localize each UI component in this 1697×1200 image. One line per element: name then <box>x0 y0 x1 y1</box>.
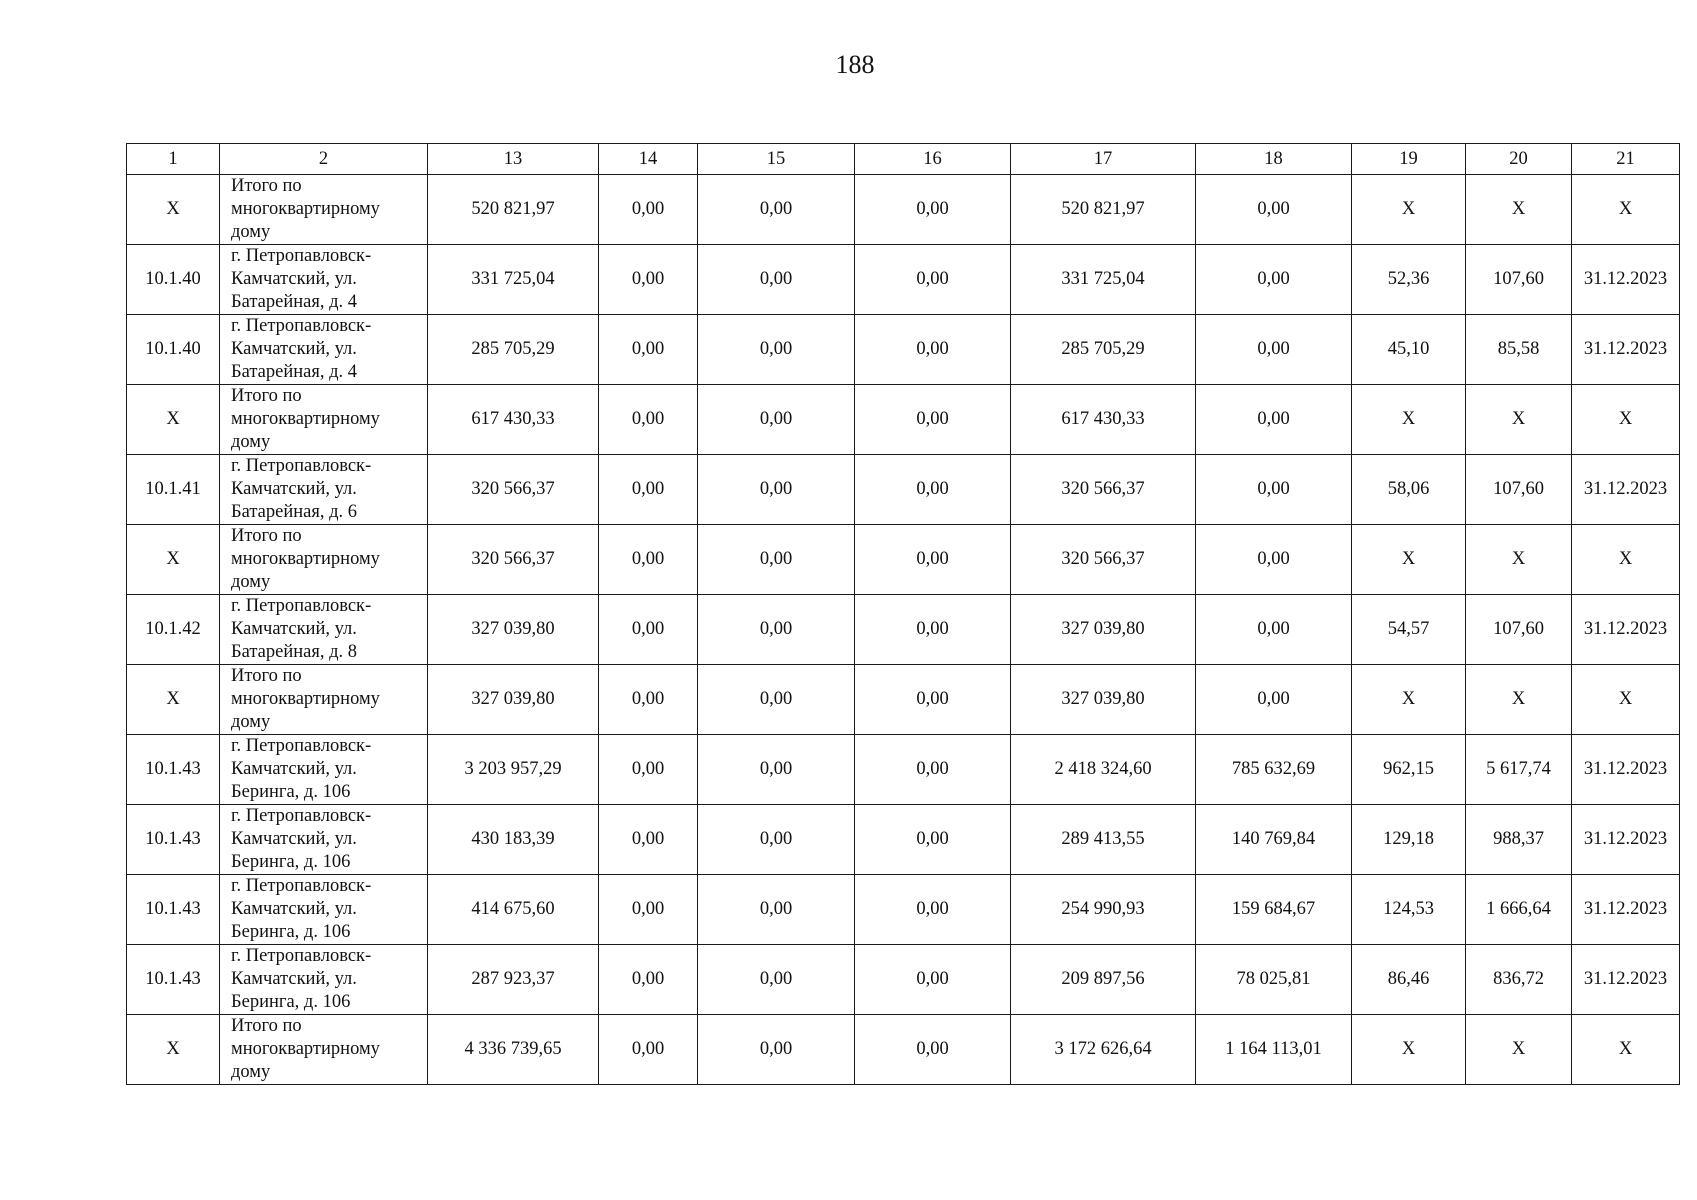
address-line: г. Петропавловск- <box>231 736 372 756</box>
row-number-cell: 10.1.40 <box>127 245 220 315</box>
table-row <box>127 175 1680 245</box>
table-row <box>127 945 1680 1015</box>
address-line: Камчатский, ул. <box>231 479 357 499</box>
address-cell <box>220 805 428 875</box>
value-cell-19: 45,10 <box>1352 315 1466 385</box>
value-cell-14: 0,00 <box>599 665 698 735</box>
value-cell-18: 0,00 <box>1196 455 1352 525</box>
value-cell-14: 0,00 <box>599 315 698 385</box>
value-cell-13: 4 336 739,65 <box>428 1015 599 1085</box>
address-cell <box>220 665 428 735</box>
value-cell-20: X <box>1466 525 1572 595</box>
address-line: Итого по <box>231 1016 302 1036</box>
value-cell-19: 962,15 <box>1352 735 1466 805</box>
value-cell-21: X <box>1572 1015 1680 1085</box>
value-cell-15: 0,00 <box>698 525 855 595</box>
value-cell-19: X <box>1352 665 1466 735</box>
value-cell-14: 0,00 <box>599 595 698 665</box>
address-line: дому <box>231 222 271 242</box>
column-header-13: 13 <box>428 144 599 175</box>
address-line: дому <box>231 572 271 592</box>
address-line: дому <box>231 712 271 732</box>
column-number-row <box>127 144 1680 175</box>
column-header-20: 20 <box>1466 144 1572 175</box>
value-cell-13: 430 183,39 <box>428 805 599 875</box>
address-line: Итого по <box>231 386 302 406</box>
value-cell-18: 0,00 <box>1196 595 1352 665</box>
table-row <box>127 385 1680 455</box>
row-number-cell: X <box>127 665 220 735</box>
column-header-15: 15 <box>698 144 855 175</box>
address-line: Камчатский, ул. <box>231 899 357 919</box>
value-cell-20: 107,60 <box>1466 455 1572 525</box>
row-number-cell: 10.1.43 <box>127 875 220 945</box>
address-cell <box>220 385 428 455</box>
address-cell <box>220 1015 428 1085</box>
value-cell-14: 0,00 <box>599 175 698 245</box>
column-header-2: 2 <box>220 144 428 175</box>
column-header-1: 1 <box>127 144 220 175</box>
value-cell-19: X <box>1352 385 1466 455</box>
value-cell-13: 327 039,80 <box>428 665 599 735</box>
address-line: Батарейная, д. 8 <box>231 642 358 662</box>
value-cell-20: 836,72 <box>1466 945 1572 1015</box>
address-line: многоквартирному <box>231 199 380 219</box>
address-line: г. Петропавловск- <box>231 246 372 266</box>
value-cell-19: X <box>1352 175 1466 245</box>
value-cell-20: X <box>1466 1015 1572 1085</box>
value-cell-16: 0,00 <box>855 595 1011 665</box>
address-line: Камчатский, ул. <box>231 829 357 849</box>
row-number-cell: 10.1.42 <box>127 595 220 665</box>
value-cell-21: 31.12.2023 <box>1572 315 1680 385</box>
value-cell-21: 31.12.2023 <box>1572 595 1680 665</box>
address-cell <box>220 945 428 1015</box>
value-cell-18: 1 164 113,01 <box>1196 1015 1352 1085</box>
table-row <box>127 525 1680 595</box>
address-cell <box>220 175 428 245</box>
value-cell-16: 0,00 <box>855 805 1011 875</box>
address-line: Беринга, д. 106 <box>231 782 351 802</box>
table-body <box>127 175 1680 1085</box>
value-cell-18: 0,00 <box>1196 175 1352 245</box>
value-cell-15: 0,00 <box>698 245 855 315</box>
value-cell-14: 0,00 <box>599 735 698 805</box>
value-cell-15: 0,00 <box>698 945 855 1015</box>
value-cell-13: 331 725,04 <box>428 245 599 315</box>
value-cell-14: 0,00 <box>599 525 698 595</box>
value-cell-21: 31.12.2023 <box>1572 945 1680 1015</box>
column-header-21: 21 <box>1572 144 1680 175</box>
row-number-cell: 10.1.43 <box>127 945 220 1015</box>
value-cell-20: X <box>1466 665 1572 735</box>
value-cell-13: 414 675,60 <box>428 875 599 945</box>
value-cell-17: 320 566,37 <box>1011 455 1196 525</box>
value-cell-16: 0,00 <box>855 875 1011 945</box>
value-cell-14: 0,00 <box>599 385 698 455</box>
value-cell-18: 0,00 <box>1196 315 1352 385</box>
value-cell-16: 0,00 <box>855 665 1011 735</box>
value-cell-17: 327 039,80 <box>1011 665 1196 735</box>
value-cell-21: 31.12.2023 <box>1572 875 1680 945</box>
value-cell-16: 0,00 <box>855 175 1011 245</box>
value-cell-13: 327 039,80 <box>428 595 599 665</box>
table-row <box>127 735 1680 805</box>
address-line: многоквартирному <box>231 549 380 569</box>
value-cell-19: X <box>1352 525 1466 595</box>
address-line: Камчатский, ул. <box>231 759 357 779</box>
table-row <box>127 805 1680 875</box>
value-cell-19: 54,57 <box>1352 595 1466 665</box>
address-line: Беринга, д. 106 <box>231 922 351 942</box>
table-row <box>127 315 1680 385</box>
address-line: Итого по <box>231 176 302 196</box>
value-cell-18: 159 684,67 <box>1196 875 1352 945</box>
value-cell-18: 140 769,84 <box>1196 805 1352 875</box>
column-header-14: 14 <box>599 144 698 175</box>
value-cell-13: 3 203 957,29 <box>428 735 599 805</box>
address-line: г. Петропавловск- <box>231 316 372 336</box>
address-line: дому <box>231 1062 271 1082</box>
value-cell-13: 520 821,97 <box>428 175 599 245</box>
value-cell-19: 86,46 <box>1352 945 1466 1015</box>
value-cell-14: 0,00 <box>599 1015 698 1085</box>
value-cell-15: 0,00 <box>698 1015 855 1085</box>
address-line: г. Петропавловск- <box>231 456 372 476</box>
address-line: многоквартирному <box>231 1039 380 1059</box>
value-cell-16: 0,00 <box>855 1015 1011 1085</box>
value-cell-17: 209 897,56 <box>1011 945 1196 1015</box>
value-cell-15: 0,00 <box>698 175 855 245</box>
value-cell-20: 5 617,74 <box>1466 735 1572 805</box>
row-number-cell: 10.1.43 <box>127 735 220 805</box>
value-cell-19: 58,06 <box>1352 455 1466 525</box>
value-cell-21: X <box>1572 665 1680 735</box>
value-cell-18: 78 025,81 <box>1196 945 1352 1015</box>
value-cell-17: 285 705,29 <box>1011 315 1196 385</box>
value-cell-18: 0,00 <box>1196 525 1352 595</box>
address-line: Беринга, д. 106 <box>231 852 351 872</box>
value-cell-16: 0,00 <box>855 315 1011 385</box>
address-cell <box>220 875 428 945</box>
address-line: Камчатский, ул. <box>231 339 357 359</box>
value-cell-16: 0,00 <box>855 245 1011 315</box>
value-cell-18: 0,00 <box>1196 385 1352 455</box>
address-line: г. Петропавловск- <box>231 946 372 966</box>
value-cell-16: 0,00 <box>855 945 1011 1015</box>
value-cell-20: X <box>1466 175 1572 245</box>
value-cell-21: X <box>1572 175 1680 245</box>
address-line: многоквартирному <box>231 409 380 429</box>
value-cell-15: 0,00 <box>698 315 855 385</box>
value-cell-13: 617 430,33 <box>428 385 599 455</box>
value-cell-19: 124,53 <box>1352 875 1466 945</box>
row-number-cell: X <box>127 385 220 455</box>
row-number-cell: X <box>127 175 220 245</box>
value-cell-21: 31.12.2023 <box>1572 455 1680 525</box>
address-cell <box>220 455 428 525</box>
value-cell-13: 320 566,37 <box>428 455 599 525</box>
address-line: Итого по <box>231 666 302 686</box>
value-cell-19: X <box>1352 1015 1466 1085</box>
row-number-cell: X <box>127 1015 220 1085</box>
row-number-cell: 10.1.40 <box>127 315 220 385</box>
value-cell-13: 320 566,37 <box>428 525 599 595</box>
value-cell-15: 0,00 <box>698 735 855 805</box>
value-cell-20: 1 666,64 <box>1466 875 1572 945</box>
value-cell-14: 0,00 <box>599 455 698 525</box>
value-cell-20: 988,37 <box>1466 805 1572 875</box>
value-cell-20: 85,58 <box>1466 315 1572 385</box>
value-cell-15: 0,00 <box>698 385 855 455</box>
value-cell-19: 129,18 <box>1352 805 1466 875</box>
value-cell-15: 0,00 <box>698 595 855 665</box>
value-cell-18: 0,00 <box>1196 665 1352 735</box>
value-cell-21: 31.12.2023 <box>1572 245 1680 315</box>
value-cell-14: 0,00 <box>599 945 698 1015</box>
value-cell-17: 2 418 324,60 <box>1011 735 1196 805</box>
row-number-cell: 10.1.41 <box>127 455 220 525</box>
address-line: Камчатский, ул. <box>231 969 357 989</box>
value-cell-21: 31.12.2023 <box>1572 805 1680 875</box>
value-cell-17: 617 430,33 <box>1011 385 1196 455</box>
address-line: Беринга, д. 106 <box>231 992 351 1012</box>
address-line: г. Петропавловск- <box>231 876 372 896</box>
value-cell-14: 0,00 <box>599 245 698 315</box>
table-row <box>127 455 1680 525</box>
value-cell-21: X <box>1572 525 1680 595</box>
address-line: Батарейная, д. 4 <box>231 292 358 312</box>
table-row <box>127 595 1680 665</box>
address-line: г. Петропавловск- <box>231 806 372 826</box>
value-cell-21: 31.12.2023 <box>1572 735 1680 805</box>
address-cell <box>220 315 428 385</box>
value-cell-15: 0,00 <box>698 665 855 735</box>
value-cell-17: 331 725,04 <box>1011 245 1196 315</box>
table-row <box>127 1015 1680 1085</box>
address-line: Батарейная, д. 6 <box>231 502 358 522</box>
value-cell-14: 0,00 <box>599 875 698 945</box>
address-line: Камчатский, ул. <box>231 269 357 289</box>
value-cell-15: 0,00 <box>698 805 855 875</box>
value-cell-20: X <box>1466 385 1572 455</box>
value-cell-18: 785 632,69 <box>1196 735 1352 805</box>
value-cell-17: 289 413,55 <box>1011 805 1196 875</box>
value-cell-17: 520 821,97 <box>1011 175 1196 245</box>
value-cell-17: 327 039,80 <box>1011 595 1196 665</box>
column-header-17: 17 <box>1011 144 1196 175</box>
value-cell-17: 3 172 626,64 <box>1011 1015 1196 1085</box>
address-cell <box>220 245 428 315</box>
value-cell-20: 107,60 <box>1466 595 1572 665</box>
value-cell-16: 0,00 <box>855 525 1011 595</box>
value-cell-13: 287 923,37 <box>428 945 599 1015</box>
column-header-19: 19 <box>1352 144 1466 175</box>
address-line: Итого по <box>231 526 302 546</box>
value-cell-18: 0,00 <box>1196 245 1352 315</box>
address-line: г. Петропавловск- <box>231 596 372 616</box>
table-row <box>127 245 1680 315</box>
row-number-cell: X <box>127 525 220 595</box>
page-number: 188 <box>835 50 875 79</box>
address-line: многоквартирному <box>231 689 380 709</box>
table-row <box>127 665 1680 735</box>
address-line: Камчатский, ул. <box>231 619 357 639</box>
value-cell-15: 0,00 <box>698 875 855 945</box>
address-line: дому <box>231 432 271 452</box>
data-table <box>126 143 1680 1085</box>
value-cell-20: 107,60 <box>1466 245 1572 315</box>
address-cell <box>220 735 428 805</box>
address-cell <box>220 525 428 595</box>
value-cell-16: 0,00 <box>855 385 1011 455</box>
value-cell-21: X <box>1572 385 1680 455</box>
value-cell-13: 285 705,29 <box>428 315 599 385</box>
address-cell <box>220 595 428 665</box>
row-number-cell: 10.1.43 <box>127 805 220 875</box>
value-cell-16: 0,00 <box>855 735 1011 805</box>
value-cell-17: 254 990,93 <box>1011 875 1196 945</box>
value-cell-14: 0,00 <box>599 805 698 875</box>
column-header-18: 18 <box>1196 144 1352 175</box>
value-cell-19: 52,36 <box>1352 245 1466 315</box>
value-cell-16: 0,00 <box>855 455 1011 525</box>
column-header-16: 16 <box>855 144 1011 175</box>
value-cell-17: 320 566,37 <box>1011 525 1196 595</box>
value-cell-15: 0,00 <box>698 455 855 525</box>
table-row <box>127 875 1680 945</box>
address-line: Батарейная, д. 4 <box>231 362 358 382</box>
